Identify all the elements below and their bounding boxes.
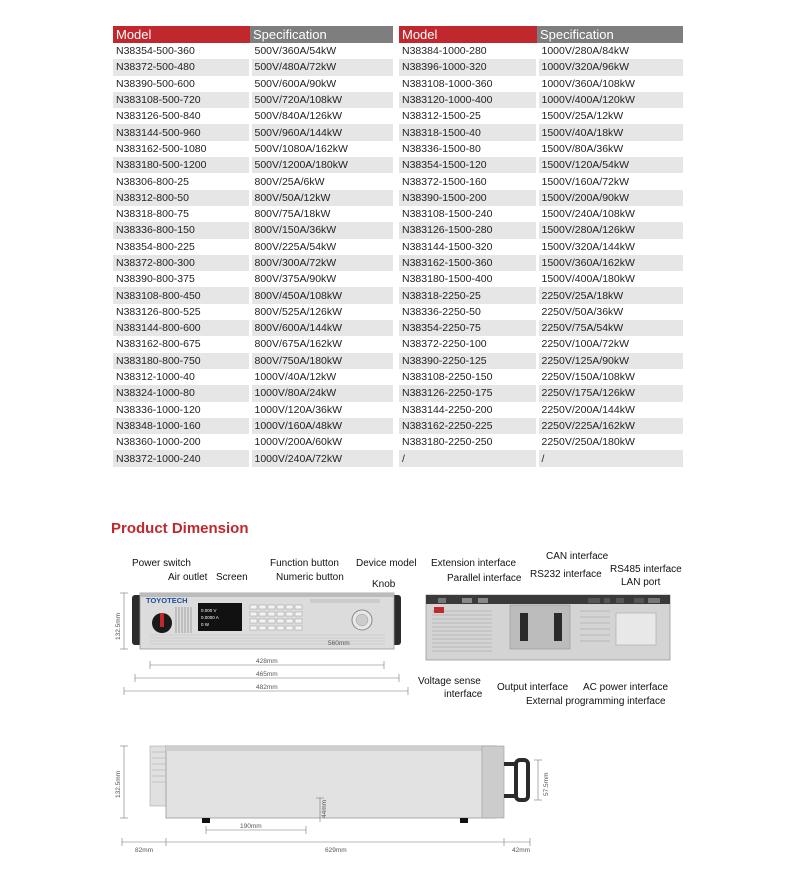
table-row [399,59,683,75]
model-cell: N38372-1000-240 [113,450,250,466]
table-row [113,353,393,369]
front-panel-edge [482,746,504,818]
spec-cell: 1000V/240A/72kW [250,450,393,466]
spec-cell: 500V/600A/90kW [250,76,393,92]
model-cell: N38336-2250-50 [399,304,537,320]
model-cell: N383144-800-600 [113,320,250,336]
label-voltage-sense-2: interface [444,689,483,700]
table-row [399,43,683,59]
voltage-sense-icon [434,607,444,613]
label-voltage-sense-1: Voltage sense [418,676,481,687]
model-cell: N383108-1500-240 [399,206,537,222]
screen-power: 0 W [201,622,210,627]
table-row [113,43,393,59]
model-cell: N38312-800-50 [113,190,250,206]
model-cell: N38312-1000-40 [113,369,250,385]
spec-cell: 2250V/250A/180kW [537,434,683,450]
model-cell: N383162-1500-360 [399,255,537,271]
spec-cell: 1000V/200A/60kW [250,434,393,450]
table-row [399,304,683,320]
spec-cell: 800V/600A/144kW [250,320,393,336]
screen-voltage: 0.000 V [201,608,217,613]
spec-cell: 800V/50A/12kW [250,190,393,206]
spec-cell: 1000V/40A/12kW [250,369,393,385]
table-row [113,141,393,157]
spec-cell: 1000V/400A/120kW [537,92,683,108]
model-cell: N383180-2250-250 [399,434,537,450]
label-rs232: RS232 interface [530,569,602,580]
spec-cell: 500V/480A/72kW [250,59,393,75]
header-model: Model [113,26,250,43]
header-model: Model [399,26,537,43]
model-cell: / [399,450,537,466]
table-row [399,255,683,271]
table-row [113,239,393,255]
spec-cell: 1000V/360A/108kW [537,76,683,92]
table-row [399,353,683,369]
label-numeric-button: Numeric button [276,572,344,583]
spec-cell: 2250V/75A/54kW [537,320,683,336]
spec-cell: 2250V/150A/108kW [537,369,683,385]
table-row [399,124,683,140]
spec-cell: 1500V/80A/36kW [537,141,683,157]
model-cell: N38318-2250-25 [399,287,537,303]
model-cell: N383108-800-450 [113,287,250,303]
label-screen: Screen [216,572,248,583]
label-ac-power: AC power interface [583,682,669,693]
table-row [113,173,393,189]
dim-side-height-left: 132.5mm [115,770,122,798]
spec-cell: 2250V/100A/72kW [537,336,683,352]
spec-cell: 800V/300A/72kW [250,255,393,271]
dim-knob-depth: 560mm [328,640,350,647]
table-row [113,434,393,450]
header-spec: Specification [537,26,683,43]
table-row [399,76,683,92]
model-cell: N383126-500-840 [113,108,250,124]
table-row [113,369,393,385]
spec-cell: 2250V/200A/144kW [537,402,683,418]
table-row [113,206,393,222]
table-row [113,450,393,466]
label-can: CAN interface [546,551,609,562]
dim-width-482: 482mm [256,684,278,691]
label-air-outlet: Air outlet [168,572,208,583]
spec-cell: 500V/1200A/180kW [250,157,393,173]
handle-icon [516,760,528,800]
dim-left-depth: 82mm [135,847,154,854]
model-cell: N38312-1500-25 [399,108,537,124]
model-cell: N38324-1000-80 [113,385,250,401]
table-row [113,222,393,238]
table-row [113,287,393,303]
table-row [113,255,393,271]
extension-port-icon [438,598,446,603]
spec-cell: 2250V/225A/162kW [537,418,683,434]
spec-cell: 2250V/125A/90kW [537,353,683,369]
table-row [399,92,683,108]
model-cell: N383144-500-960 [113,124,250,140]
model-cell: N383108-1000-360 [399,76,537,92]
spec-cell: 800V/150A/36kW [250,222,393,238]
label-lan: LAN port [621,577,661,588]
model-cell: N38396-1000-320 [399,59,537,75]
model-cell: N38318-1500-40 [399,124,537,140]
dim-right-depth: 42mm [512,847,531,854]
brand-logo: TOYOTECH [146,596,188,605]
spec-cell: 500V/360A/54kW [250,43,393,59]
table-row [113,385,393,401]
table-row [399,271,683,287]
table-row [113,124,393,140]
spec-cell: 500V/960A/144kW [250,124,393,140]
spec-cell: 800V/750A/180kW [250,353,393,369]
spec-cell: 2250V/175A/126kW [537,385,683,401]
spec-cell: 1500V/25A/12kW [537,108,683,124]
model-cell: N38372-2250-100 [399,336,537,352]
table-row [399,336,683,352]
table-row [113,304,393,320]
spec-cell: 500V/720A/108kW [250,92,393,108]
table-row [113,59,393,75]
model-cell: N383144-1500-320 [399,239,537,255]
label-function-button: Function button [270,558,339,569]
model-cell: N38372-500-480 [113,59,250,75]
spec-table-right [399,26,683,467]
table-row [399,108,683,124]
model-cell: N383162-2250-225 [399,418,537,434]
spec-cell: 500V/1080A/162kW [250,141,393,157]
header-spec: Specification [250,26,393,43]
label-parallel: Parallel interface [447,573,522,584]
external-programming-port-icon [648,598,660,603]
model-cell: N383162-500-1080 [113,141,250,157]
model-cell: N38390-500-600 [113,76,250,92]
table-row [399,287,683,303]
parallel-port-icon [462,598,472,603]
model-cell: N383120-1000-400 [399,92,537,108]
spec-cell: 1500V/120A/54kW [537,157,683,173]
model-cell: N383180-1500-400 [399,271,537,287]
spec-cell: 1500V/40A/18kW [537,124,683,140]
table-row [399,190,683,206]
spec-cell: 1500V/160A/72kW [537,173,683,189]
screen-current: 0.0000 A [201,615,219,620]
spec-cell: / [537,450,683,466]
table-row [399,450,683,466]
spec-cell: 1500V/280A/126kW [537,222,683,238]
model-cell: N38390-1500-200 [399,190,537,206]
spec-cell: 1000V/80A/24kW [250,385,393,401]
label-power-switch: Power switch [132,558,191,569]
spec-cell: 800V/225A/54kW [250,239,393,255]
spec-cell: 1500V/240A/108kW [537,206,683,222]
model-cell: N38390-2250-125 [399,353,537,369]
model-cell: N383180-800-750 [113,353,250,369]
spec-cell: 1000V/320A/96kW [537,59,683,75]
model-cell: N38384-1000-280 [399,43,537,59]
foot-icon [460,818,468,823]
table-row [113,76,393,92]
spec-cell: 1000V/280A/84kW [537,43,683,59]
dim-width-428: 428mm [256,658,278,665]
label-device-model: Device model [356,558,417,569]
table-row [399,239,683,255]
side-view-drawing [110,738,550,858]
model-cell: N38336-1000-120 [113,402,250,418]
label-output: Output interface [497,682,569,693]
model-cell: N38354-500-360 [113,43,250,59]
parallel-port-icon-2 [478,598,488,603]
table-row [399,222,683,238]
rs232-port-icon [588,598,600,603]
model-cell: N383162-800-675 [113,336,250,352]
spec-cell: 800V/75A/18kW [250,206,393,222]
model-cell: N383180-500-1200 [113,157,250,173]
spec-cell: 1500V/400A/180kW [537,271,683,287]
spec-cell: 1000V/120A/36kW [250,402,393,418]
dim-width-465: 465mm [256,671,278,678]
table-row [399,157,683,173]
spec-cell: 800V/375A/90kW [250,271,393,287]
model-cell: N38354-2250-75 [399,320,537,336]
table-row [113,336,393,352]
table-row [399,402,683,418]
spec-cell: 1500V/200A/90kW [537,190,683,206]
spec-cell: 800V/450A/108kW [250,287,393,303]
rs485-port-icon [616,598,624,603]
table-row [113,92,393,108]
table-row [113,108,393,124]
table-row [399,418,683,434]
spec-cell: 2250V/50A/36kW [537,304,683,320]
table-row [113,271,393,287]
dim-foot-height: 44mm [321,799,328,818]
model-cell: N383126-800-525 [113,304,250,320]
spec-cell: 2250V/25A/18kW [537,287,683,303]
spec-cell: 1500V/320A/144kW [537,239,683,255]
model-cell: N38354-1500-120 [399,157,537,173]
lan-port-icon [634,598,644,603]
dim-side-height-right: 57.5mm [543,772,550,796]
table-row [113,190,393,206]
table-row [113,157,393,173]
model-cell: N38390-800-375 [113,271,250,287]
spec-table-left [113,26,393,467]
label-knob: Knob [372,579,396,590]
table-row [399,385,683,401]
model-cell: N38354-800-225 [113,239,250,255]
table-row [399,173,683,189]
model-cell: N383108-2250-150 [399,369,537,385]
spec-cell: 1000V/160A/48kW [250,418,393,434]
table-row [399,320,683,336]
model-cell: N38336-1500-80 [399,141,537,157]
model-cell: N383126-1500-280 [399,222,537,238]
model-cell: N383126-2250-175 [399,385,537,401]
table-row [399,369,683,385]
ac-power-terminal-icon [616,613,656,645]
model-cell: N38372-800-300 [113,255,250,271]
table-row [399,141,683,157]
table-row [113,320,393,336]
spec-cell: 500V/840A/126kW [250,108,393,124]
model-cell: N38336-800-150 [113,222,250,238]
dim-front-height: 132.5mm [115,612,122,640]
label-rs485: RS485 interface [610,564,682,575]
side-body [166,746,496,818]
model-cell: N38372-1500-160 [399,173,537,189]
model-cell: N38348-1000-160 [113,418,250,434]
table-row [399,434,683,450]
model-cell: N383144-2250-200 [399,402,537,418]
section-title: Product Dimension [111,520,249,537]
model-cell: N383108-500-720 [113,92,250,108]
table-row [113,418,393,434]
spec-cell: 1500V/360A/162kW [537,255,683,271]
can-port-icon [604,598,610,603]
table-row [113,402,393,418]
output-terminal-icon [520,613,528,641]
dim-foot-spacing: 190mm [240,823,262,830]
spec-cell: 800V/675A/162kW [250,336,393,352]
spec-cell: 800V/25A/6kW [250,173,393,189]
model-cell: N38306-800-25 [113,173,250,189]
dim-body-depth: 629mm [325,847,347,854]
device-model-strip [310,599,380,603]
label-extension: Extension interface [431,558,517,569]
model-cell: N38318-800-75 [113,206,250,222]
model-cell: N38360-1000-200 [113,434,250,450]
label-external-programming: External programming interface [526,696,666,707]
foot-icon [202,818,210,823]
table-row [399,206,683,222]
spec-cell: 800V/525A/126kW [250,304,393,320]
